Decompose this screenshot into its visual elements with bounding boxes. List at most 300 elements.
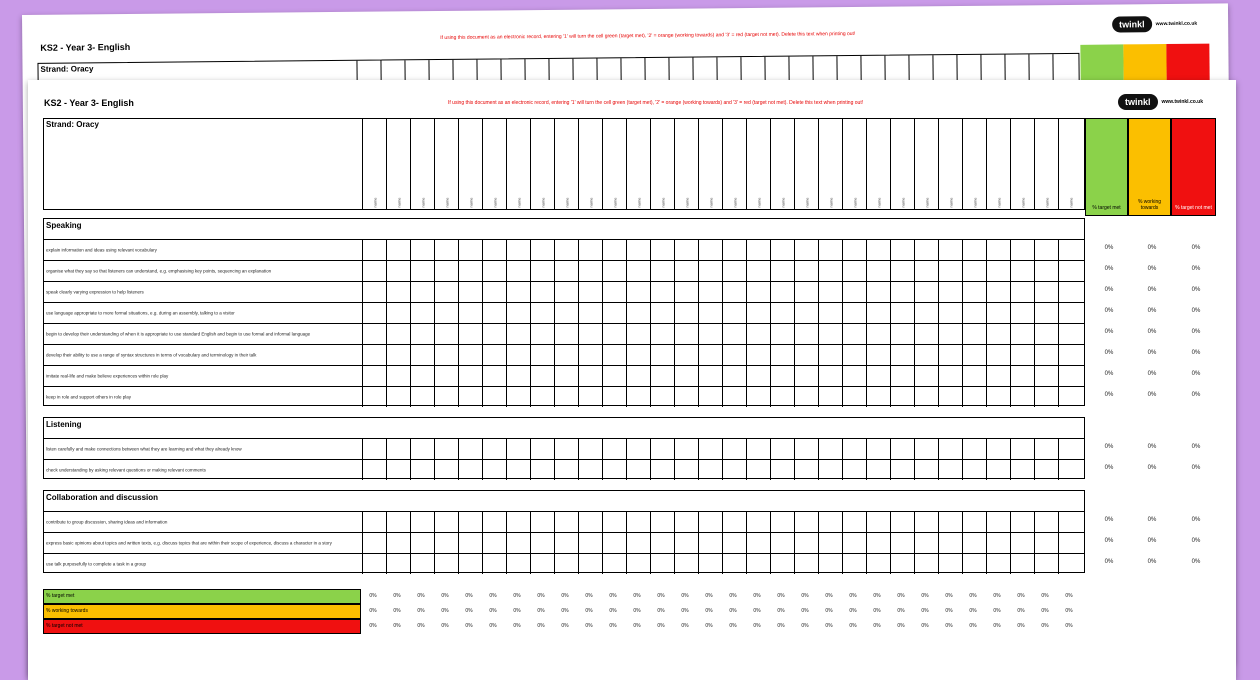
assessment-cell[interactable]	[818, 460, 843, 480]
assessment-cell[interactable]	[1034, 303, 1059, 323]
assessment-cell[interactable]	[1010, 240, 1035, 260]
assessment-cell[interactable]	[698, 240, 723, 260]
assessment-cell[interactable]	[986, 366, 1011, 386]
assessment-cell[interactable]	[938, 366, 963, 386]
assessment-cell[interactable]	[410, 533, 435, 553]
pupil-column-header[interactable]	[866, 119, 882, 209]
pupil-column-header[interactable]	[578, 119, 594, 209]
assessment-cell[interactable]	[674, 512, 699, 532]
assessment-cell[interactable]	[746, 240, 771, 260]
assessment-cell[interactable]	[650, 533, 675, 553]
assessment-cell[interactable]	[770, 439, 795, 459]
assessment-cell[interactable]	[386, 366, 411, 386]
assessment-cell[interactable]	[362, 439, 387, 459]
assessment-cell[interactable]	[674, 240, 699, 260]
assessment-cell[interactable]	[794, 240, 819, 260]
assessment-cell[interactable]	[650, 387, 675, 407]
assessment-cell[interactable]	[1034, 512, 1059, 532]
assessment-cell[interactable]	[410, 261, 435, 281]
assessment-cell[interactable]	[1010, 366, 1035, 386]
assessment-cell[interactable]	[1034, 439, 1059, 459]
assessment-cell[interactable]	[938, 240, 963, 260]
assessment-cell[interactable]	[1058, 366, 1083, 386]
assessment-cell[interactable]	[362, 387, 387, 407]
assessment-cell[interactable]	[818, 282, 843, 302]
assessment-cell[interactable]	[866, 366, 891, 386]
assessment-cell[interactable]	[626, 324, 651, 344]
assessment-cell[interactable]	[506, 303, 531, 323]
assessment-cell[interactable]	[458, 324, 483, 344]
assessment-cell[interactable]	[698, 512, 723, 532]
assessment-cell[interactable]	[914, 261, 939, 281]
assessment-cell[interactable]	[818, 261, 843, 281]
assessment-cell[interactable]	[770, 366, 795, 386]
assessment-cell[interactable]	[1034, 366, 1059, 386]
assessment-cell[interactable]	[602, 439, 627, 459]
assessment-cell[interactable]	[698, 282, 723, 302]
assessment-cell[interactable]	[506, 512, 531, 532]
assessment-cell[interactable]	[818, 554, 843, 574]
assessment-cell[interactable]	[794, 460, 819, 480]
assessment-cell[interactable]	[434, 345, 459, 365]
assessment-cell[interactable]	[626, 303, 651, 323]
assessment-cell[interactable]	[986, 282, 1011, 302]
assessment-cell[interactable]	[914, 240, 939, 260]
assessment-cell[interactable]	[986, 533, 1011, 553]
assessment-cell[interactable]	[1058, 324, 1083, 344]
assessment-cell[interactable]	[842, 261, 867, 281]
assessment-cell[interactable]	[962, 439, 987, 459]
pupil-column-header[interactable]	[1034, 119, 1050, 209]
assessment-cell[interactable]	[842, 460, 867, 480]
assessment-cell[interactable]	[1034, 345, 1059, 365]
assessment-cell[interactable]	[698, 303, 723, 323]
assessment-cell[interactable]	[530, 303, 555, 323]
assessment-cell[interactable]	[986, 303, 1011, 323]
assessment-cell[interactable]	[794, 261, 819, 281]
assessment-cell[interactable]	[434, 512, 459, 532]
assessment-cell[interactable]	[506, 554, 531, 574]
assessment-cell[interactable]	[986, 512, 1011, 532]
assessment-cell[interactable]	[794, 345, 819, 365]
assessment-cell[interactable]	[482, 533, 507, 553]
assessment-cell[interactable]	[1058, 303, 1083, 323]
assessment-cell[interactable]	[362, 324, 387, 344]
assessment-cell[interactable]	[410, 460, 435, 480]
assessment-cell[interactable]	[890, 512, 915, 532]
assessment-cell[interactable]	[458, 345, 483, 365]
assessment-cell[interactable]	[602, 282, 627, 302]
assessment-cell[interactable]	[626, 439, 651, 459]
assessment-cell[interactable]	[482, 303, 507, 323]
assessment-cell[interactable]	[962, 387, 987, 407]
assessment-cell[interactable]	[698, 366, 723, 386]
assessment-cell[interactable]	[386, 460, 411, 480]
assessment-cell[interactable]	[1010, 460, 1035, 480]
assessment-cell[interactable]	[794, 387, 819, 407]
assessment-cell[interactable]	[554, 240, 579, 260]
assessment-cell[interactable]	[938, 261, 963, 281]
assessment-cell[interactable]	[530, 512, 555, 532]
assessment-cell[interactable]	[530, 324, 555, 344]
assessment-cell[interactable]	[698, 554, 723, 574]
assessment-cell[interactable]	[626, 282, 651, 302]
assessment-cell[interactable]	[602, 303, 627, 323]
assessment-cell[interactable]	[722, 460, 747, 480]
assessment-cell[interactable]	[818, 512, 843, 532]
assessment-cell[interactable]	[986, 324, 1011, 344]
assessment-cell[interactable]	[1058, 554, 1083, 574]
assessment-cell[interactable]	[362, 554, 387, 574]
pupil-column-header[interactable]	[650, 119, 666, 209]
assessment-cell[interactable]	[866, 345, 891, 365]
assessment-cell[interactable]	[1034, 324, 1059, 344]
assessment-cell[interactable]	[650, 439, 675, 459]
assessment-cell[interactable]	[1010, 303, 1035, 323]
assessment-cell[interactable]	[1058, 345, 1083, 365]
assessment-cell[interactable]	[866, 240, 891, 260]
assessment-cell[interactable]	[1010, 345, 1035, 365]
assessment-cell[interactable]	[578, 303, 603, 323]
assessment-cell[interactable]	[530, 533, 555, 553]
assessment-cell[interactable]	[386, 554, 411, 574]
assessment-cell[interactable]	[554, 554, 579, 574]
assessment-cell[interactable]	[1010, 387, 1035, 407]
assessment-cell[interactable]	[938, 512, 963, 532]
pupil-column-header[interactable]	[842, 119, 858, 209]
assessment-cell[interactable]	[434, 303, 459, 323]
assessment-cell[interactable]	[482, 282, 507, 302]
assessment-cell[interactable]	[482, 240, 507, 260]
assessment-cell[interactable]	[1010, 554, 1035, 574]
assessment-cell[interactable]	[650, 303, 675, 323]
assessment-cell[interactable]	[650, 554, 675, 574]
assessment-cell[interactable]	[650, 345, 675, 365]
pupil-column-header[interactable]	[746, 119, 762, 209]
assessment-cell[interactable]	[866, 387, 891, 407]
assessment-cell[interactable]	[626, 387, 651, 407]
pupil-column-header[interactable]	[890, 119, 906, 209]
assessment-cell[interactable]	[890, 345, 915, 365]
assessment-cell[interactable]	[1058, 387, 1083, 407]
assessment-cell[interactable]	[1010, 512, 1035, 532]
assessment-cell[interactable]	[746, 439, 771, 459]
assessment-cell[interactable]	[530, 460, 555, 480]
assessment-cell[interactable]	[1058, 261, 1083, 281]
assessment-cell[interactable]	[962, 303, 987, 323]
assessment-cell[interactable]	[866, 324, 891, 344]
assessment-cell[interactable]	[962, 282, 987, 302]
assessment-cell[interactable]	[770, 345, 795, 365]
assessment-cell[interactable]	[794, 533, 819, 553]
assessment-cell[interactable]	[722, 366, 747, 386]
assessment-cell[interactable]	[914, 387, 939, 407]
assessment-cell[interactable]	[578, 240, 603, 260]
assessment-cell[interactable]	[962, 460, 987, 480]
assessment-cell[interactable]	[746, 460, 771, 480]
assessment-cell[interactable]	[962, 345, 987, 365]
assessment-cell[interactable]	[1058, 282, 1083, 302]
assessment-cell[interactable]	[578, 387, 603, 407]
assessment-cell[interactable]	[794, 366, 819, 386]
assessment-cell[interactable]	[842, 533, 867, 553]
pupil-column-header[interactable]	[626, 119, 642, 209]
assessment-cell[interactable]	[362, 282, 387, 302]
assessment-cell[interactable]	[842, 387, 867, 407]
assessment-cell[interactable]	[626, 240, 651, 260]
assessment-cell[interactable]	[554, 387, 579, 407]
assessment-cell[interactable]	[410, 303, 435, 323]
assessment-cell[interactable]	[506, 460, 531, 480]
assessment-cell[interactable]	[674, 345, 699, 365]
assessment-cell[interactable]	[674, 460, 699, 480]
assessment-cell[interactable]	[482, 512, 507, 532]
assessment-cell[interactable]	[818, 387, 843, 407]
assessment-cell[interactable]	[482, 366, 507, 386]
assessment-cell[interactable]	[602, 554, 627, 574]
assessment-cell[interactable]	[386, 439, 411, 459]
pupil-column-header[interactable]	[506, 119, 522, 209]
pupil-column-header[interactable]	[554, 119, 570, 209]
assessment-cell[interactable]	[890, 261, 915, 281]
pupil-column-header[interactable]	[386, 119, 402, 209]
assessment-cell[interactable]	[506, 282, 531, 302]
assessment-cell[interactable]	[938, 439, 963, 459]
assessment-cell[interactable]	[818, 533, 843, 553]
assessment-cell[interactable]	[890, 366, 915, 386]
assessment-cell[interactable]	[746, 512, 771, 532]
assessment-cell[interactable]	[794, 282, 819, 302]
assessment-cell[interactable]	[458, 533, 483, 553]
assessment-cell[interactable]	[746, 533, 771, 553]
assessment-cell[interactable]	[818, 345, 843, 365]
assessment-cell[interactable]	[674, 261, 699, 281]
assessment-cell[interactable]	[866, 512, 891, 532]
assessment-cell[interactable]	[818, 439, 843, 459]
assessment-cell[interactable]	[530, 366, 555, 386]
assessment-cell[interactable]	[554, 282, 579, 302]
assessment-cell[interactable]	[578, 439, 603, 459]
assessment-cell[interactable]	[1034, 554, 1059, 574]
assessment-cell[interactable]	[410, 387, 435, 407]
assessment-cell[interactable]	[722, 261, 747, 281]
assessment-cell[interactable]	[698, 439, 723, 459]
assessment-cell[interactable]	[530, 261, 555, 281]
assessment-cell[interactable]	[914, 324, 939, 344]
pupil-column-header[interactable]	[1058, 119, 1074, 209]
assessment-cell[interactable]	[362, 345, 387, 365]
assessment-cell[interactable]	[626, 345, 651, 365]
assessment-cell[interactable]	[746, 324, 771, 344]
assessment-cell[interactable]	[386, 533, 411, 553]
pupil-column-header[interactable]	[938, 119, 954, 209]
assessment-cell[interactable]	[386, 324, 411, 344]
assessment-cell[interactable]	[698, 387, 723, 407]
assessment-cell[interactable]	[506, 240, 531, 260]
assessment-cell[interactable]	[938, 324, 963, 344]
assessment-cell[interactable]	[410, 512, 435, 532]
assessment-cell[interactable]	[914, 460, 939, 480]
assessment-cell[interactable]	[746, 345, 771, 365]
assessment-cell[interactable]	[674, 387, 699, 407]
assessment-cell[interactable]	[410, 554, 435, 574]
assessment-cell[interactable]	[482, 460, 507, 480]
assessment-cell[interactable]	[506, 324, 531, 344]
assessment-cell[interactable]	[602, 366, 627, 386]
assessment-cell[interactable]	[650, 460, 675, 480]
assessment-cell[interactable]	[458, 303, 483, 323]
assessment-cell[interactable]	[650, 324, 675, 344]
assessment-cell[interactable]	[698, 460, 723, 480]
pupil-column-header[interactable]	[722, 119, 738, 209]
pupil-column-header[interactable]	[962, 119, 978, 209]
assessment-cell[interactable]	[674, 324, 699, 344]
assessment-cell[interactable]	[362, 366, 387, 386]
assessment-cell[interactable]	[578, 282, 603, 302]
assessment-cell[interactable]	[602, 261, 627, 281]
assessment-cell[interactable]	[458, 282, 483, 302]
assessment-cell[interactable]	[722, 324, 747, 344]
assessment-cell[interactable]	[866, 533, 891, 553]
assessment-cell[interactable]	[410, 439, 435, 459]
assessment-cell[interactable]	[890, 387, 915, 407]
assessment-cell[interactable]	[458, 387, 483, 407]
assessment-cell[interactable]	[794, 439, 819, 459]
assessment-cell[interactable]	[746, 261, 771, 281]
assessment-cell[interactable]	[434, 387, 459, 407]
assessment-cell[interactable]	[794, 324, 819, 344]
assessment-cell[interactable]	[554, 324, 579, 344]
assessment-cell[interactable]	[554, 533, 579, 553]
assessment-cell[interactable]	[434, 324, 459, 344]
assessment-cell[interactable]	[482, 261, 507, 281]
assessment-cell[interactable]	[674, 554, 699, 574]
assessment-cell[interactable]	[1058, 240, 1083, 260]
assessment-cell[interactable]	[602, 240, 627, 260]
assessment-cell[interactable]	[1034, 240, 1059, 260]
assessment-cell[interactable]	[602, 533, 627, 553]
assessment-cell[interactable]	[482, 439, 507, 459]
assessment-cell[interactable]	[410, 282, 435, 302]
assessment-cell[interactable]	[410, 345, 435, 365]
assessment-cell[interactable]	[770, 261, 795, 281]
assessment-cell[interactable]	[818, 324, 843, 344]
assessment-cell[interactable]	[818, 240, 843, 260]
assessment-cell[interactable]	[842, 324, 867, 344]
assessment-cell[interactable]	[458, 512, 483, 532]
assessment-cell[interactable]	[506, 439, 531, 459]
assessment-cell[interactable]	[866, 460, 891, 480]
assessment-cell[interactable]	[362, 261, 387, 281]
assessment-cell[interactable]	[722, 554, 747, 574]
assessment-cell[interactable]	[890, 324, 915, 344]
assessment-cell[interactable]	[722, 345, 747, 365]
assessment-cell[interactable]	[1034, 460, 1059, 480]
assessment-cell[interactable]	[650, 512, 675, 532]
assessment-cell[interactable]	[914, 366, 939, 386]
assessment-cell[interactable]	[722, 533, 747, 553]
assessment-cell[interactable]	[530, 439, 555, 459]
assessment-cell[interactable]	[650, 282, 675, 302]
assessment-cell[interactable]	[434, 439, 459, 459]
assessment-cell[interactable]	[986, 460, 1011, 480]
assessment-cell[interactable]	[386, 303, 411, 323]
assessment-cell[interactable]	[842, 554, 867, 574]
assessment-cell[interactable]	[674, 303, 699, 323]
assessment-cell[interactable]	[938, 282, 963, 302]
assessment-cell[interactable]	[602, 324, 627, 344]
pupil-column-header[interactable]	[1010, 119, 1026, 209]
assessment-cell[interactable]	[506, 533, 531, 553]
assessment-cell[interactable]	[458, 240, 483, 260]
assessment-cell[interactable]	[722, 282, 747, 302]
assessment-cell[interactable]	[986, 240, 1011, 260]
assessment-cell[interactable]	[842, 366, 867, 386]
assessment-cell[interactable]	[1034, 533, 1059, 553]
assessment-cell[interactable]	[1010, 282, 1035, 302]
pupil-column-header[interactable]	[530, 119, 546, 209]
assessment-cell[interactable]	[890, 533, 915, 553]
assessment-cell[interactable]	[362, 512, 387, 532]
assessment-cell[interactable]	[890, 554, 915, 574]
assessment-cell[interactable]	[890, 282, 915, 302]
assessment-cell[interactable]	[386, 345, 411, 365]
assessment-cell[interactable]	[1010, 261, 1035, 281]
assessment-cell[interactable]	[386, 387, 411, 407]
assessment-cell[interactable]	[770, 303, 795, 323]
assessment-cell[interactable]	[1034, 282, 1059, 302]
assessment-cell[interactable]	[578, 261, 603, 281]
assessment-cell[interactable]	[914, 512, 939, 532]
assessment-cell[interactable]	[554, 366, 579, 386]
assessment-cell[interactable]	[866, 261, 891, 281]
assessment-cell[interactable]	[794, 554, 819, 574]
assessment-cell[interactable]	[1010, 533, 1035, 553]
assessment-cell[interactable]	[410, 324, 435, 344]
assessment-cell[interactable]	[914, 345, 939, 365]
assessment-cell[interactable]	[986, 439, 1011, 459]
assessment-cell[interactable]	[938, 345, 963, 365]
assessment-cell[interactable]	[458, 439, 483, 459]
assessment-cell[interactable]	[818, 303, 843, 323]
assessment-cell[interactable]	[650, 366, 675, 386]
assessment-cell[interactable]	[386, 261, 411, 281]
assessment-cell[interactable]	[986, 261, 1011, 281]
pupil-column-header[interactable]	[770, 119, 786, 209]
pupil-column-header[interactable]	[434, 119, 450, 209]
assessment-cell[interactable]	[698, 261, 723, 281]
assessment-cell[interactable]	[386, 512, 411, 532]
assessment-cell[interactable]	[434, 554, 459, 574]
assessment-cell[interactable]	[482, 554, 507, 574]
assessment-cell[interactable]	[434, 533, 459, 553]
assessment-cell[interactable]	[914, 439, 939, 459]
assessment-cell[interactable]	[410, 366, 435, 386]
assessment-cell[interactable]	[506, 261, 531, 281]
assessment-cell[interactable]	[1058, 460, 1083, 480]
assessment-cell[interactable]	[794, 512, 819, 532]
assessment-cell[interactable]	[626, 512, 651, 532]
assessment-cell[interactable]	[410, 240, 435, 260]
assessment-cell[interactable]	[482, 387, 507, 407]
assessment-cell[interactable]	[602, 387, 627, 407]
assessment-cell[interactable]	[434, 366, 459, 386]
pupil-column-header[interactable]	[794, 119, 810, 209]
assessment-cell[interactable]	[914, 282, 939, 302]
assessment-cell[interactable]	[386, 240, 411, 260]
assessment-cell[interactable]	[842, 439, 867, 459]
assessment-cell[interactable]	[554, 345, 579, 365]
